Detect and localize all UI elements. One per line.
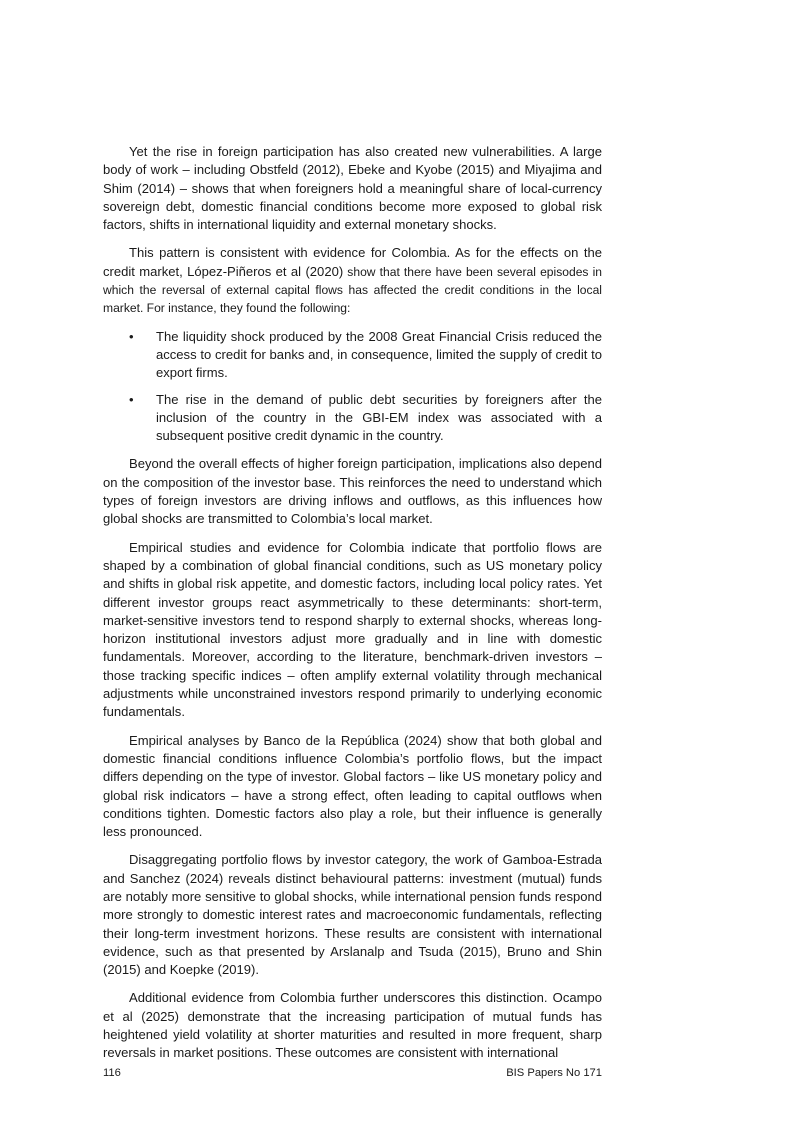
paragraph-banco-republica: Empirical analyses by Banco de la República (2024) show that both global and domestic financial conditions influence Colombia’s portfolio flows, but the impact differs depending on the type of investor. Global factors – like US monetary policy and global risk indicators – have a strong effect, often leading to capital outflows when conditions tighten. Domestic factors also play a role, but their influence is generally less pronounced. [103,732,602,840]
paragraph-colombia-evidence-rest: show that there have been several episodes in which the reversal of external capital flows has affected the credit conditions in the local market. For instance, they found the following: [103,264,603,316]
paragraph-colombia-evidence [103,244,602,317]
list-item [103,391,602,446]
paragraph-empirical-studies: Empirical studies and evidence for Colombia indicate that portfolio flows are shaped by a combination of global financial conditions, such as US monetary policy and shifts in global risk appetite, and domestic factors, including local policy rates. Yet different investor groups react asymmetrically to these determinants: short-term, market-sensitive investors tend to respond sharply to external shocks, whereas long-horizon institutional investors adjust more gradually and in line with domestic fundamentals. Moreover, according to the literature, benchmark-driven investors – those tracking specific indices – often amplify external volatility through mechanical adjustments while unconstrained investors respond primarily to underlying economic fundamentals. [103,539,602,720]
paragraph-foreign-participation-vulnerabilities: Yet the rise in foreign participation has also created new vulnerabilities. A large body of work – including Obstfeld (2012), Ebeke and Kyobe (2015) and Miyajima and Shim (2014) – shows that when foreigners hold a meaningful share of local-currency sovereign debt, domestic financial conditions become more exposed to global risk factors, shifts in international liquidity and external monetary shocks. [103,144,602,233]
paragraph-investor-composition: Beyond the overall effects of higher foreign participation, implications also depend on the composition of the investor base. This reinforces the need to understand which types of foreign investors are driving inflows and outflows, as this influences how global shocks are transmitted to Colombia’s local market. [103,456,602,527]
page-number: 116 [103,1067,121,1079]
list-item-text: The liquidity shock produced by the 2008 Great Financial Crisis reduced the access to credit for banks and, in consequence, limited the supply of credit to export firms. [156,328,602,381]
paragraph-disaggregating-flows: Disaggregating portfolio flows by investor category, the work of Gamboa-Estrada and Sanchez (2024) reveals distinct behavioural patterns: investment (mutual) funds are notably more sensitive to global shocks, while international pension funds respond more strongly to domestic interest rates and macroeconomic fundamentals, reflecting their long-term investment horizons. These results are consistent with international evidence, such as that presented by Arslanalp and Tsuda (2015), Bruno and Shin (2015) and Koepke (2019). [103,852,602,978]
page-body [103,143,602,1073]
paragraph-additional-evidence: Additional evidence from Colombia further underscores this distinction. Ocampo et al (2025) demonstrate that the increasing participation of mutual funds has heightened yield volatility at shorter maturities and resulted in more frequent, sharp reversals in market positions. These outcomes are consistent with international [103,990,602,1061]
bullet-icon: • [129,328,134,344]
findings-list [103,328,602,446]
bullet-icon: • [129,391,134,407]
publication-name: BIS Papers No 171 [506,1067,602,1079]
paragraph-colombia-evidence-lead: This pattern is consistent with evidence for Colombia. As for the effects on the credit market, López-Piñeros et al (2020) [103,245,602,279]
list-item [103,328,602,383]
list-item-text: The rise in the demand of public debt securities by foreigners after the inclusion of the country in the GBI-EM index was associated with a subsequent positive credit dynamic in the country. [156,391,602,444]
